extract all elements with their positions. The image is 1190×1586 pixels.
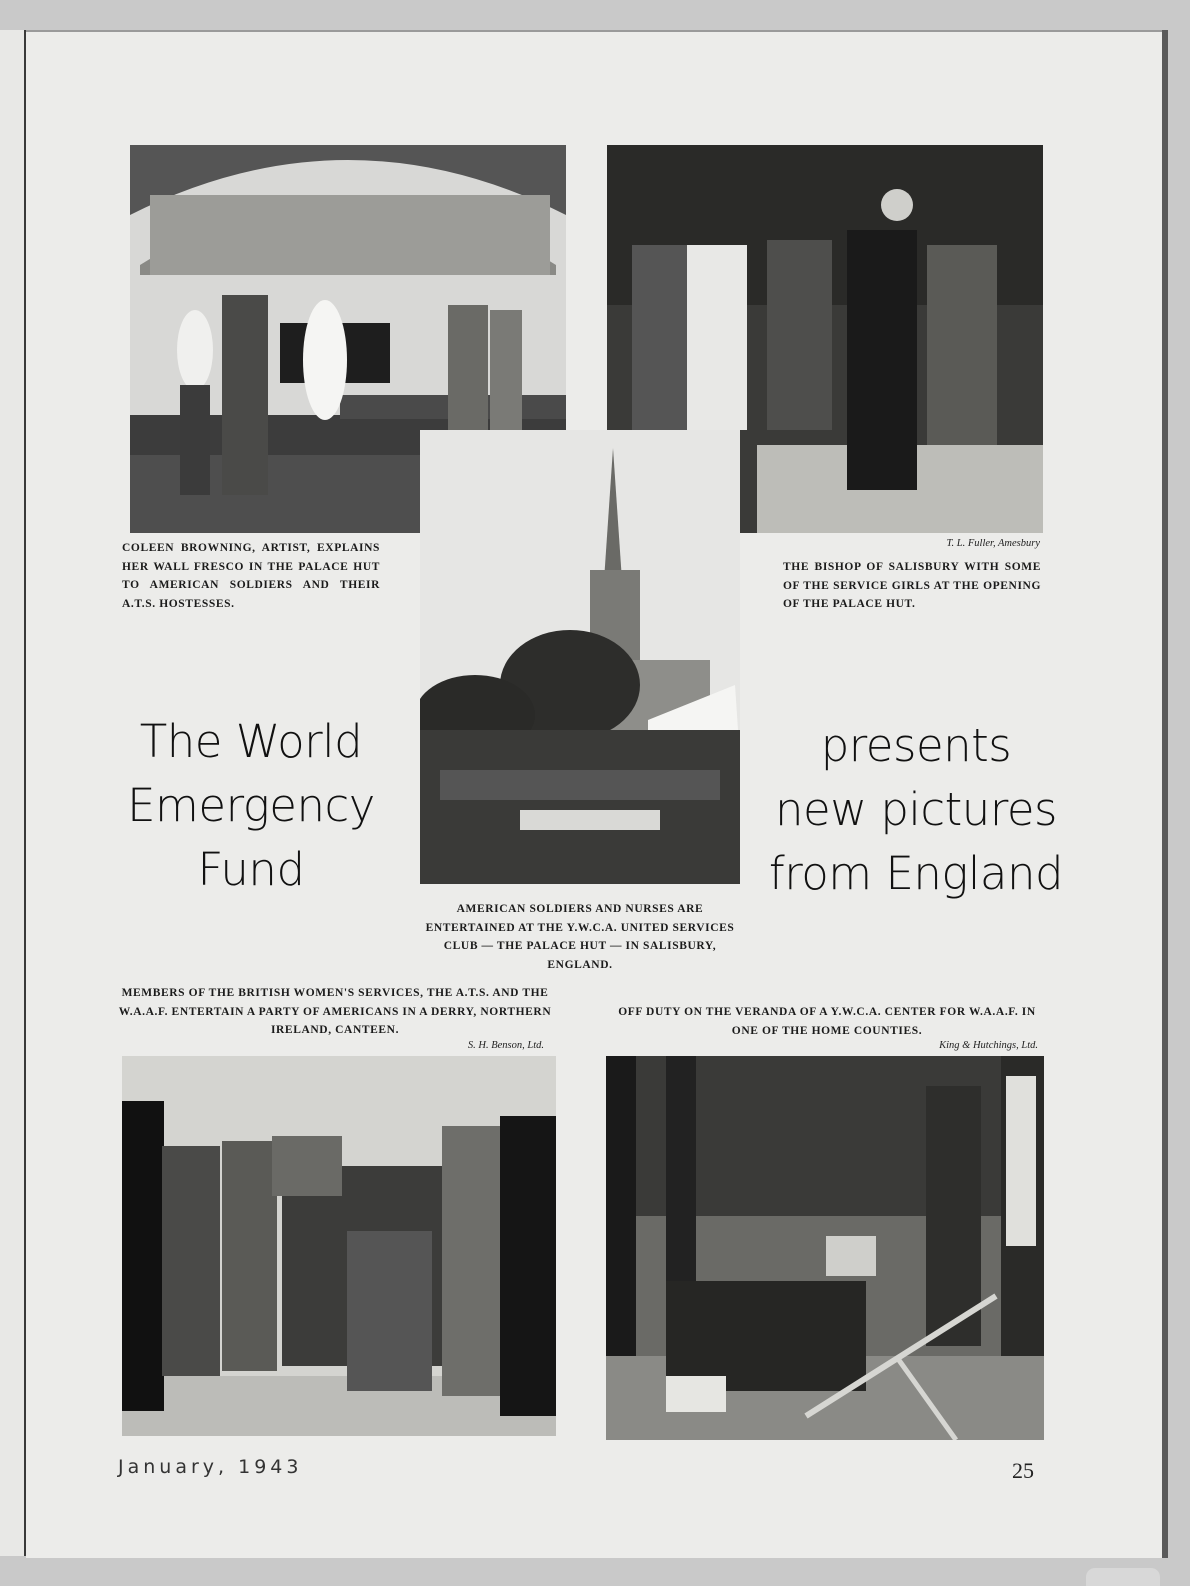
caption-bishop: THE BISHOP OF SALISBURY WITH SOME OF THE SERVICE GIRLS AT THE OPENING OF THE PALACE HUT. [783,561,1041,610]
veranda-image [606,1056,1044,1440]
viewer-scroll-handle[interactable] [1086,1568,1160,1586]
credit-veranda: King & Hutchings, Ltd. [939,1040,1038,1051]
magazine-page [26,30,1162,1558]
credit-derry: S. H. Benson, Ltd. [467,1040,544,1051]
photo-derry [122,1056,556,1436]
headline-right-line-2: new pictures [775,783,1057,836]
credit-bishop: T. L. Fuller, Amesbury [946,538,1040,549]
caption-veranda: OFF DUTY ON THE VERANDA OF A Y.W.C.A. CENTER FOR W.A.A.F. IN ONE OF THE HOME COUNTIES. [618,1006,1036,1037]
headline-left-line-3: Fund [197,843,305,896]
derry-image [122,1056,556,1436]
headline-right [761,714,1071,906]
headline-left-line-2: Emergency [127,779,375,832]
footer-date: January, 1943 [118,1456,303,1478]
photo-cathedral [420,430,740,884]
previous-page-edge [0,30,26,1556]
headline-right-line-3: from England [768,847,1064,900]
headline-right-line-1: presents [820,719,1012,772]
caption-fresco: COLEEN BROWNING, ARTIST, EXPLAINS HER WALL FRESCO IN THE PALACE HUT TO AMERICAN SOLDIERS AND THEIR A.T.S. HOSTESSES. [122,542,380,610]
page-number: 25 [1012,1458,1034,1483]
photo-veranda [606,1056,1044,1440]
caption-cathedral: AMERICAN SOLDIERS AND NURSES ARE ENTERTAINED AT THE Y.W.C.A. UNITED SERVICES CLUB — THE PALACE HUT — IN SALISBURY, ENGLAND. [425,903,735,971]
caption-derry: MEMBERS OF THE BRITISH WOMEN'S SERVICES, THE A.T.S. AND THE W.A.A.F. ENTERTAIN A PARTY OF AMERICANS IN A DERRY, NORTHERN IRELAND, CANTEEN. [118,987,552,1036]
cathedral-image [420,430,740,884]
headline-left-line-1: The World [139,715,363,768]
headline-left [96,710,406,902]
